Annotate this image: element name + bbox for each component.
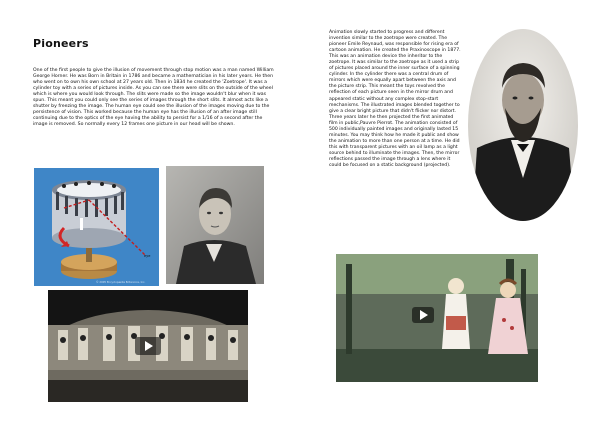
video-frame-pierrot (336, 254, 538, 382)
page-title: Pioneers (33, 37, 89, 50)
eye-label: eye (144, 254, 151, 258)
right-column-text (329, 30, 461, 169)
oval-portrait-drawing (467, 28, 579, 222)
portrait-photo-horner (166, 166, 264, 284)
video-pauvre-pierrot[interactable] (336, 254, 538, 382)
play-icon[interactable] (135, 337, 161, 355)
left-column-text (33, 68, 275, 128)
video-zoetrope[interactable] (48, 290, 248, 402)
zoetrope-drawing (34, 168, 159, 286)
zoetrope-illustration (34, 168, 159, 286)
portrait-photo-reynaud (467, 28, 579, 222)
play-icon[interactable] (412, 307, 434, 323)
paragraph-horner: One of the first people to give the illusion of movement through stop motion was a man named William George Horner. He was Born in Britain in 1786 and became a mathematician in his later years. He then who went on to own his own school at 27 years old. Then in 1834 he created the 'Zoetrope'. It was a cylinder toy with a series of pictures inside. As you can see there were slits on the outside of the wheel which is where you would look through. The slits were made so the image wouldn't blur when it was spun. This meant you could only see the series of images through the short slits. It almost acts like a shutter by freezing the image. The human eye could see the illusion of the images moving due to the persistence of vision. This worked because the human eye has the illusion of an after image still continuing due to the optics of the eye having the ability to persist for a 1/16 of a second after the image is removed. So normally every 12 frames one picture in our head will be shown. (33, 68, 274, 127)
image-credit: © 2005 Encyclopædia Britannica, Inc. (96, 281, 146, 284)
portrait-drawing (166, 166, 264, 284)
paragraph-reynaud: Animation slowly started to progress and different invention similar to the zoetrope were created. The pioneer Emile Reynaud, was responsible for rising era of cartoon animation. He created the Praxinoscope in 1877. This was an animation device the inheritor to the zoetrope. It was similar to the zoetrope as it used a strip of pictures placed around the inner surface of a spinning cylinder. In the cylinder there was a central drum of mirrors which were equally apart between the axis and the picture strip. This meant the toys revolved the reflection of each picture seen in the mirror drum and appeared static without any complex stop-start mechanisms. The illustrated images blended together to give a clear bright picture that didn't flicker nor distort. Three years later he then projected the first animated film in public,Pauvre Pierrot. The animation consisted of 500 individually painted images and originally lasted 15 minutes. You may think how he made it public and show the animation to more than one person at a time. He did this with transparent pictures with an oil lamp as a light source behind to illuminate the images. Then, the mirror reflections passed the image through a lens where it could be focused on a static background (projected). (329, 30, 461, 169)
